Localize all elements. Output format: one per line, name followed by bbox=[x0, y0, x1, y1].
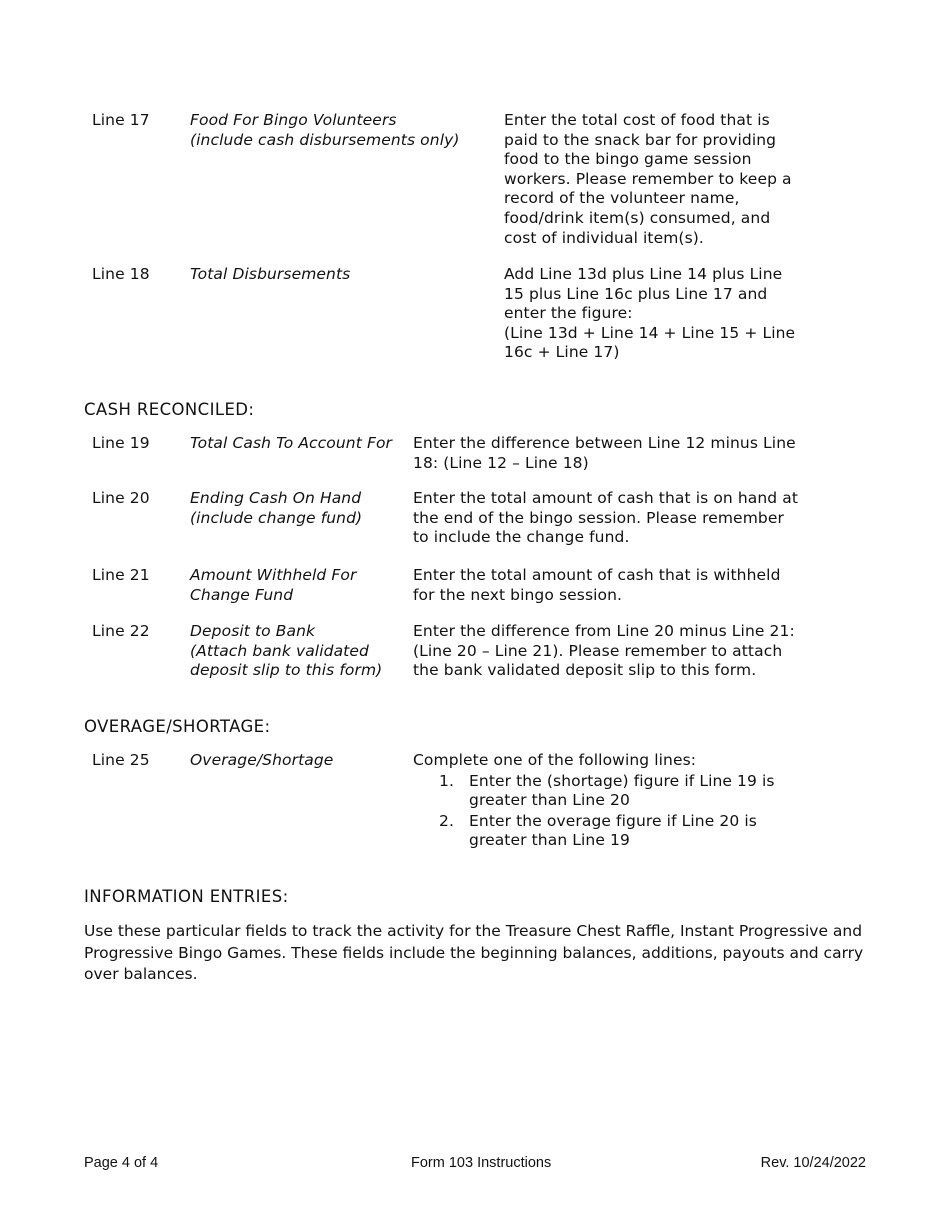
line-title: Ending Cash On Hand (include change fund) bbox=[190, 489, 363, 527]
line-description: Enter the difference between Line 12 minus Line 18: (Line 12 – Line 18) bbox=[413, 434, 796, 472]
list-intro: Complete one of the following lines: bbox=[413, 751, 697, 769]
line-description: Add Line 13d plus Line 14 plus Line 15 plus Line 16c plus Line 17 and enter the figure: (Line 13d + Line 14 + Line 15 + Line 16c + Line 17) bbox=[504, 265, 796, 362]
section-heading-cash-reconciled: CASH RECONCILED: bbox=[84, 400, 255, 419]
line-title: Food For Bingo Volunteers (include cash disbursements only) bbox=[190, 111, 460, 149]
line-label: Line 17 bbox=[92, 111, 150, 129]
line-label: Line 20 bbox=[92, 489, 150, 507]
line-label: Line 18 bbox=[92, 265, 150, 283]
line-20-row bbox=[0, 489, 950, 553]
line-title: Overage/Shortage bbox=[190, 751, 334, 769]
section-heading-information-entries: INFORMATION ENTRIES: bbox=[84, 887, 289, 906]
line-description: Enter the total amount of cash that is withheld for the next bingo session. bbox=[413, 566, 781, 604]
line-21-row bbox=[0, 566, 950, 610]
line-description: Enter the total amount of cash that is on hand at the end of the bingo session. Please remember to include the change fund. bbox=[413, 489, 799, 547]
footer-form-title: Form 103 Instructions bbox=[411, 1155, 552, 1171]
line-title: Total Cash To Account For bbox=[190, 434, 393, 452]
line-17-row bbox=[0, 111, 950, 251]
line-description: Enter the total cost of food that is paid to the snack bar for providing food to the bingo game session workers. Please remember to keep a record of the volunteer name, food/drink item(s) consumed, and cost of individual item(s). bbox=[504, 111, 792, 247]
line-description: Enter the difference from Line 20 minus Line 21: (Line 20 – Line 21). Please remember to attach the bank validated deposit slip to this form. bbox=[413, 622, 795, 680]
list-item: 1. Enter the (shortage) figure if Line 19 is greater than Line 20 bbox=[439, 771, 775, 810]
line-label: Line 25 bbox=[92, 751, 150, 769]
section-heading-overage-shortage: OVERAGE/SHORTAGE: bbox=[84, 717, 271, 736]
list-item: 2. Enter the overage figure if Line 20 is greater than Line 19 bbox=[439, 811, 757, 850]
line-22-row bbox=[0, 622, 950, 686]
line-description bbox=[413, 751, 793, 851]
line-title: Deposit to Bank (Attach bank validated deposit slip to this form) bbox=[190, 622, 383, 680]
line-label: Line 21 bbox=[92, 566, 150, 584]
footer-page-number: Page 4 of 4 bbox=[84, 1155, 159, 1171]
line-18-row bbox=[0, 265, 950, 365]
information-entries-paragraph: Use these particular fields to track the activity for the Treasure Chest Raffle, Instant Progressive and Progressive Bingo Games. These fields include the beginning balances, additions, payouts and carry over balances. bbox=[84, 922, 864, 983]
numbered-list bbox=[413, 772, 793, 851]
line-title: Total Disbursements bbox=[190, 265, 351, 283]
line-label: Line 19 bbox=[92, 434, 150, 452]
line-label: Line 22 bbox=[92, 622, 150, 640]
line-title: Amount Withheld For Change Fund bbox=[190, 566, 357, 604]
footer-revision: Rev. 10/24/2022 bbox=[760, 1155, 866, 1171]
line-25-row bbox=[0, 751, 950, 855]
line-19-row bbox=[0, 434, 950, 478]
